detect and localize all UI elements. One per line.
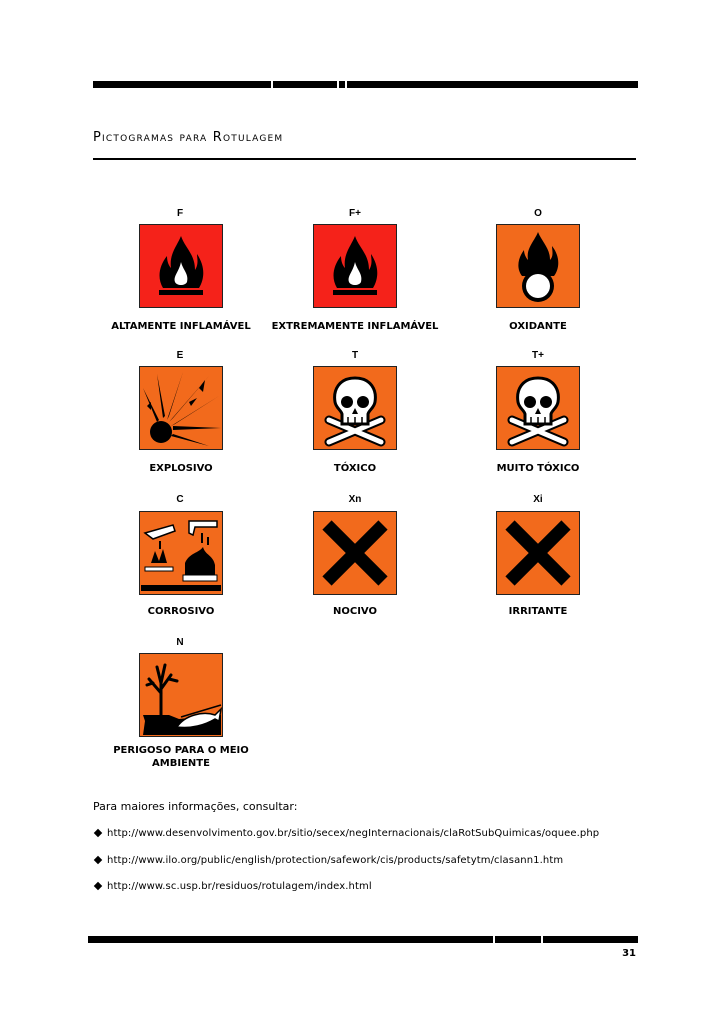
corrosion-icon bbox=[139, 511, 223, 595]
caption-line-2: AMBIENTE bbox=[152, 758, 210, 769]
caption-nocivo: NOCIVO bbox=[333, 606, 377, 617]
caption-line-1: PERIGOSO PARA O MEIO bbox=[113, 745, 249, 756]
code-o: O bbox=[534, 208, 542, 219]
explosion-icon bbox=[139, 366, 223, 450]
top-rule bbox=[93, 81, 638, 88]
caption-altamente-inflamavel: ALTAMENTE INFLAMÁVEL bbox=[111, 321, 251, 332]
link-text[interactable]: http://www.sc.usp.br/residuos/rotulagem/index.html bbox=[107, 881, 372, 892]
caption-toxico: TÓXICO bbox=[333, 463, 377, 474]
info-heading: Para maiores informações, consultar: bbox=[93, 800, 298, 813]
caption-oxidante: OXIDANTE bbox=[509, 321, 567, 332]
reference-link[interactable] bbox=[93, 881, 372, 892]
page-title: Pictogramas para Rotulagem bbox=[93, 130, 284, 145]
dead-tree-fish-icon bbox=[139, 653, 223, 737]
code-f: F bbox=[176, 208, 184, 219]
caption-explosivo: EXPLOSIVO bbox=[149, 463, 213, 474]
caption-corrosivo: CORROSIVO bbox=[147, 606, 215, 617]
skull-crossbones-icon bbox=[313, 366, 397, 450]
bottom-rule bbox=[88, 936, 638, 943]
flame-icon bbox=[313, 224, 397, 308]
code-t-plus: T+ bbox=[532, 350, 544, 361]
code-xi: Xi bbox=[533, 494, 543, 505]
caption-perigoso-meio-ambiente bbox=[91, 744, 271, 770]
caption-muito-toxico: MUITO TÓXICO bbox=[496, 463, 580, 474]
cross-icon bbox=[496, 511, 580, 595]
flame-over-circle-icon bbox=[496, 224, 580, 308]
flame-icon bbox=[139, 224, 223, 308]
reference-link[interactable] bbox=[93, 855, 563, 866]
code-f-plus: F+ bbox=[349, 208, 361, 219]
title-underline bbox=[93, 158, 636, 160]
code-e: E bbox=[176, 350, 184, 361]
link-text[interactable]: http://www.desenvolvimento.gov.br/sitio/secex/negInternacionais/claRotSubQuimicas/oquee.php bbox=[107, 828, 600, 839]
link-text[interactable]: http://www.ilo.org/public/english/protection/safework/cis/products/safetytm/clasann1.htm bbox=[107, 855, 564, 866]
reference-link[interactable] bbox=[93, 828, 599, 839]
caption-extremamente-inflamavel: EXTREMAMENTE INFLAMÁVEL bbox=[271, 321, 439, 332]
skull-crossbones-icon bbox=[496, 366, 580, 450]
caption-irritante: IRRITANTE bbox=[508, 606, 568, 617]
diamond-bullet-icon bbox=[94, 881, 102, 889]
diamond-bullet-icon bbox=[94, 855, 102, 863]
code-xn: Xn bbox=[348, 494, 362, 505]
code-n: N bbox=[176, 637, 184, 648]
cross-icon bbox=[313, 511, 397, 595]
page-number: 31 bbox=[622, 948, 636, 959]
code-c: C bbox=[176, 494, 184, 505]
diamond-bullet-icon bbox=[94, 828, 102, 836]
code-t: T bbox=[351, 350, 359, 361]
